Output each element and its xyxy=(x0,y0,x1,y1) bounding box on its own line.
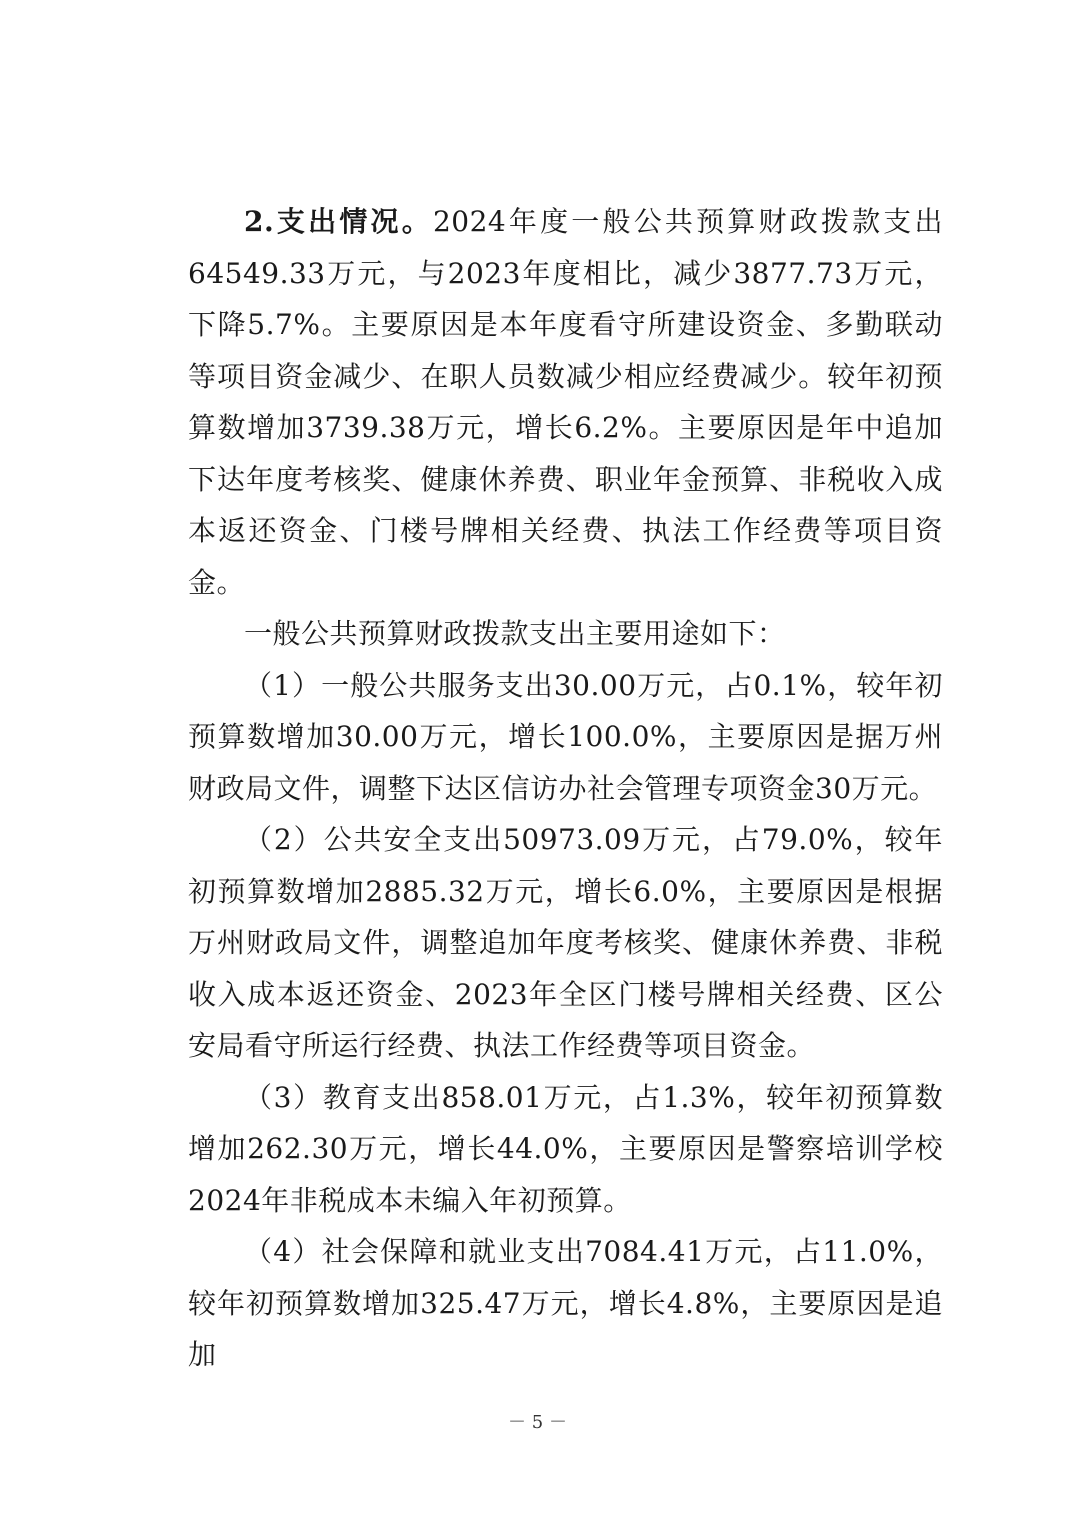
page-number: － 5 － xyxy=(508,1412,567,1433)
paragraph-item-2-public-security xyxy=(188,814,943,1072)
paragraph-text: （1）一般公共服务支出30.00万元，占0.1%，较年初预算数增加30.00万元，增长100.0%，主要原因是据万州财政局文件，调整下达区信访办社会管理专项资金30万元。 xyxy=(188,668,943,805)
paragraph-main-uses-intro xyxy=(188,608,943,660)
paragraph-text: （4）社会保障和就业支出7084.41万元，占11.0%，较年初预算数增加325.47万元，增长4.8%，主要原因是追加 xyxy=(188,1235,943,1371)
paragraph-text: （3）教育支出858.01万元，占1.3%，较年初预算数增加262.30万元，增长44.0%，主要原因是警察培训学校2024年非税成本未编入年初预算。 xyxy=(188,1080,943,1217)
section-heading: 2.支出情况。 xyxy=(244,205,433,238)
paragraph-text: 一般公共预算财政拨款支出主要用途如下： xyxy=(244,617,786,650)
paragraph-text: 2024年度一般公共预算财政拨款支出64549.33万元，与2023年度相比，减少3877.73万元，下降5.7%。主要原因是本年度看守所建设资金、多勤联动等项目资金减少、在职人员数减少相应经费减少。较年初预算数增加3739.38万元，增长6.2%。主要原因是年中追加下达年度考核奖、健康休养费、职业年金预算、非税收入成本返还资金、门楼号牌相关经费、执法工作经费等项目资金。 xyxy=(188,205,943,599)
paragraph-expenditure-overview xyxy=(188,196,943,608)
paragraph-text: （2）公共安全支出50973.09万元，占79.0%，较年初预算数增加2885.32万元，增长6.0%，主要原因是根据万州财政局文件，调整追加年度考核奖、健康休养费、非税收入成本返还资金、2023年全区门楼号牌相关经费、区公安局看守所运行经费、执法工作经费等项目资金。 xyxy=(188,823,943,1062)
document-body xyxy=(188,196,943,1381)
paragraph-item-4-social-security xyxy=(188,1226,943,1381)
paragraph-item-3-education xyxy=(188,1072,943,1227)
paragraph-item-1-general-public-services xyxy=(188,660,943,815)
